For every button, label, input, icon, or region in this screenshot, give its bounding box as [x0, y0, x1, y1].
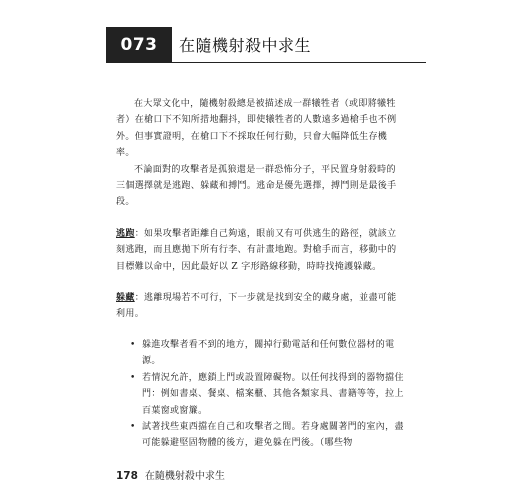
page-number: 178 — [116, 470, 138, 482]
escape-text: ：如果攻擊者距離自己夠遠，眼前又有可供逃生的路徑，就該立刻逃跑，而且應拋下所有行李、有計畫地跑。對槍手而言，移動中的目標難以命中，因此最好以 Z 字形路線移動，時時找掩護躲藏。 — [116, 228, 397, 272]
escape-section — [116, 226, 404, 275]
chapter-number: 073 — [106, 27, 172, 62]
hide-section — [116, 290, 404, 323]
bullet-icon: • — [130, 372, 136, 383]
bullet-icon: • — [130, 339, 136, 350]
bullet-text: 試著找些東西擋在自己和攻擊者之間。若身處關著門的室內，盡可能躲避堅固物體的後方，避免躲在門後。（哪些物 — [142, 421, 404, 449]
list-item — [130, 419, 404, 452]
hide-bullet-list — [116, 337, 404, 452]
escape-term: 逃跑 — [116, 228, 135, 239]
chapter-header — [106, 27, 426, 63]
hide-text: ：逃離現場若不可行，下一步就是找到安全的藏身處，並盡可能利用。 — [116, 293, 397, 320]
intro-paragraph-2: 不論面對的攻擊者是孤狼還是一群恐怖分子，平民置身射殺時的三個選擇就是逃跑、躲藏和搏鬥。逃命是優先選擇，搏鬥則是最後手段。 — [116, 164, 397, 208]
bullet-icon: • — [130, 421, 136, 432]
body-text — [116, 96, 404, 452]
chapter-title: 在隨機射殺中求生 — [179, 36, 312, 55]
list-item — [130, 370, 404, 419]
intro-paragraph-1: 在大眾文化中，隨機射殺總是被描述成一群犧牲者（或即將犧牲者）在槍口下不知所措地翻抖，即使犧牲者的人數遠多過槍手也不例外。但事實證明，在槍口下不採取任何行動，只會大幅降低生存機率。 — [116, 99, 397, 159]
page-footer — [116, 467, 225, 482]
bullet-text: 若情況允許，應鎖上門或設置障礙物。以任何找得到的器物擋住門：例如書桌、餐桌、檔案櫃、其他各類家具、書籍等等，拉上百葉窗或窗簾。 — [142, 372, 404, 416]
bullet-text: 躲進攻擊者看不到的地方，關掉行動電話和任何數位器材的電源。 — [142, 339, 395, 367]
running-title: 在隨機射殺中求生 — [144, 471, 225, 482]
list-item — [130, 337, 404, 370]
hide-term: 躲藏 — [116, 293, 135, 304]
